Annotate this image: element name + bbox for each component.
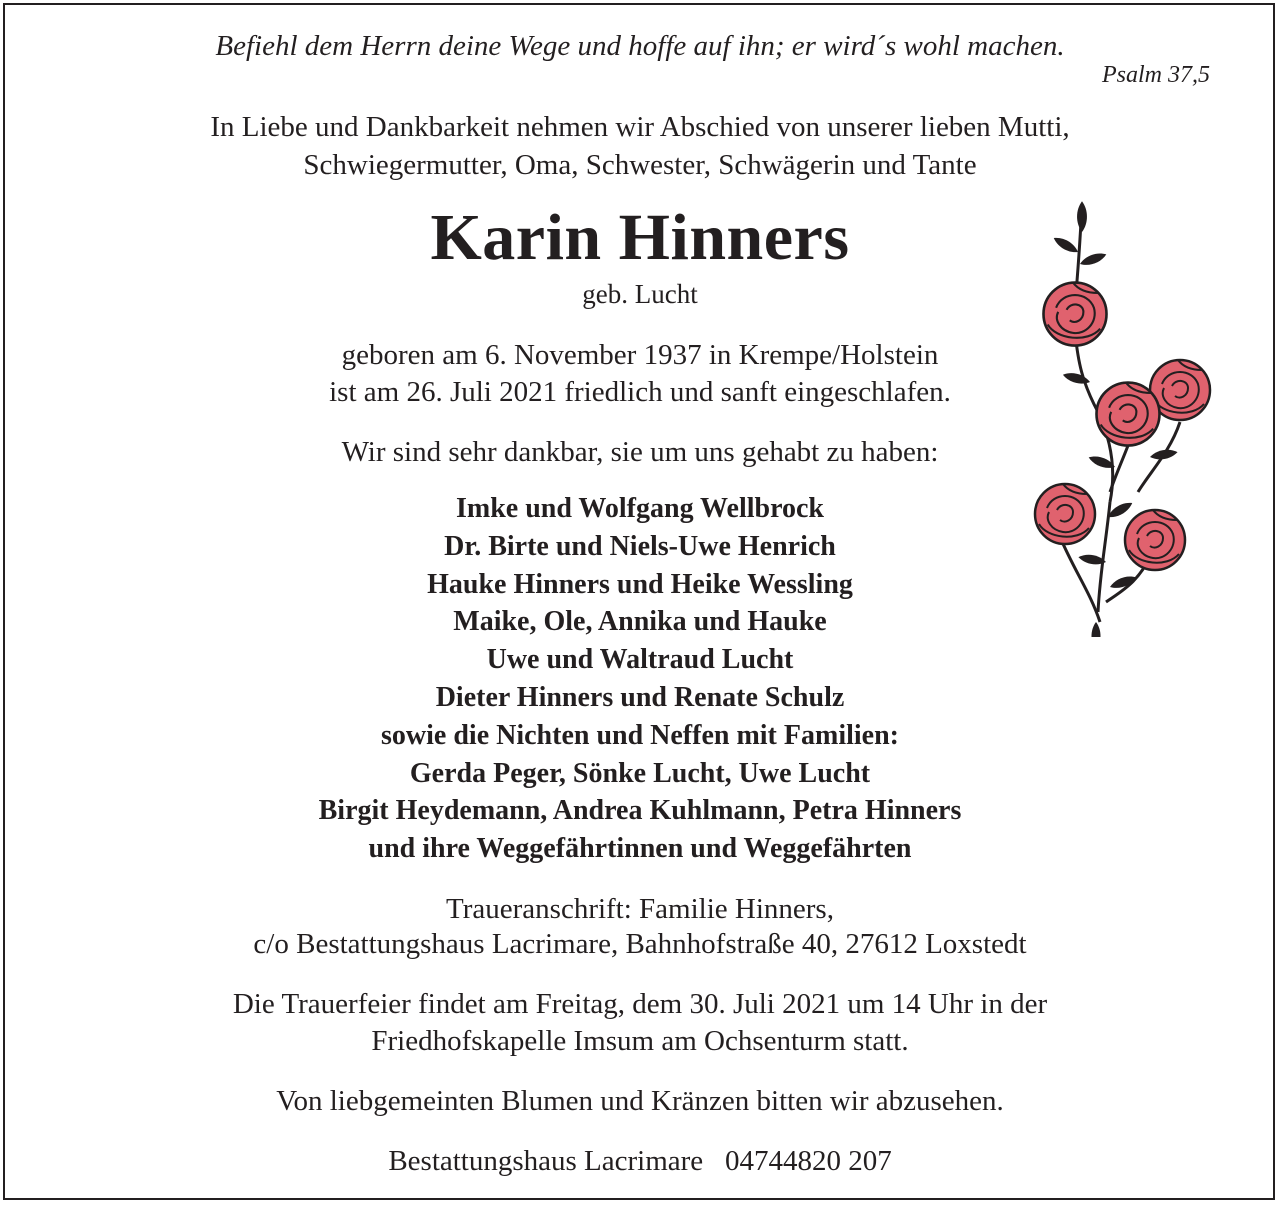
mourner-line: sowie die Nichten und Neffen mit Familien: bbox=[381, 719, 899, 751]
verse-reference: Psalm 37,5 bbox=[1102, 62, 1210, 88]
deceased-name: Karin Hinners bbox=[430, 201, 850, 274]
funeral-home-phone: 04744820 207 bbox=[724, 1145, 892, 1177]
mourner-line: Imke und Wolfgang Wellbrock bbox=[456, 493, 824, 524]
intro-line-2: Schwiegermutter, Oma, Schwester, Schwägerin und Tante bbox=[303, 149, 977, 181]
death-line: ist am 26. Juli 2021 friedlich und sanft eingeschlafen. bbox=[329, 376, 951, 408]
mourner-line: Maike, Ole, Annika und Hauke bbox=[453, 606, 827, 638]
mourner-line: Gerda Peger, Sönke Lucht, Uwe Lucht bbox=[409, 757, 871, 789]
mourner-line: und ihre Weggefährtinnen und Weggefährten bbox=[368, 833, 912, 865]
ceremony-line-2: Friedhofskapelle Imsum am Ochsenturm statt. bbox=[371, 1025, 909, 1057]
intro-line-1: In Liebe und Dankbarkeit nehmen wir Abschied von unserer lieben Mutti, bbox=[210, 111, 1070, 143]
maiden-name: geb. Lucht bbox=[582, 279, 698, 309]
mourner-line: Dieter Hinners und Renate Schulz bbox=[435, 681, 845, 713]
bible-verse: Befiehl dem Herrn deine Wege und hoffe auf ihn; er wird´s wohl machen. bbox=[215, 30, 1065, 62]
ceremony-line-1: Die Trauerfeier findet am Freitag, dem 30. Juli 2021 um 14 Uhr in der bbox=[232, 988, 1048, 1020]
mourner-line: Birgit Heydemann, Andrea Kuhlmann, Petra Hinners bbox=[318, 795, 962, 827]
thanks-line: Wir sind sehr dankbar, sie um uns gehabt zu haben: bbox=[341, 436, 939, 468]
flowers-note: Von liebgemeinten Blumen und Kränzen bitten wir abzusehen. bbox=[276, 1085, 1004, 1117]
roses-illustration bbox=[1020, 192, 1220, 637]
mourner-line: Uwe und Waltraud Lucht bbox=[486, 644, 794, 676]
mourner-line: Hauke Hinners und Heike Wessling bbox=[427, 568, 853, 600]
address-line-1: Traueranschrift: Familie Hinners, bbox=[446, 893, 834, 925]
address-line-2: c/o Bestattungshaus Lacrimare, Bahnhofstraße 40, 27612 Loxstedt bbox=[253, 928, 1027, 960]
funeral-home-line bbox=[0, 1142, 1280, 1180]
funeral-home-name: Bestattungshaus Lacrimare bbox=[388, 1145, 704, 1177]
birth-line: geboren am 6. November 1937 in Krempe/Holstein bbox=[341, 339, 939, 371]
mourner-line: Dr. Birte und Niels-Uwe Henrich bbox=[444, 530, 836, 562]
